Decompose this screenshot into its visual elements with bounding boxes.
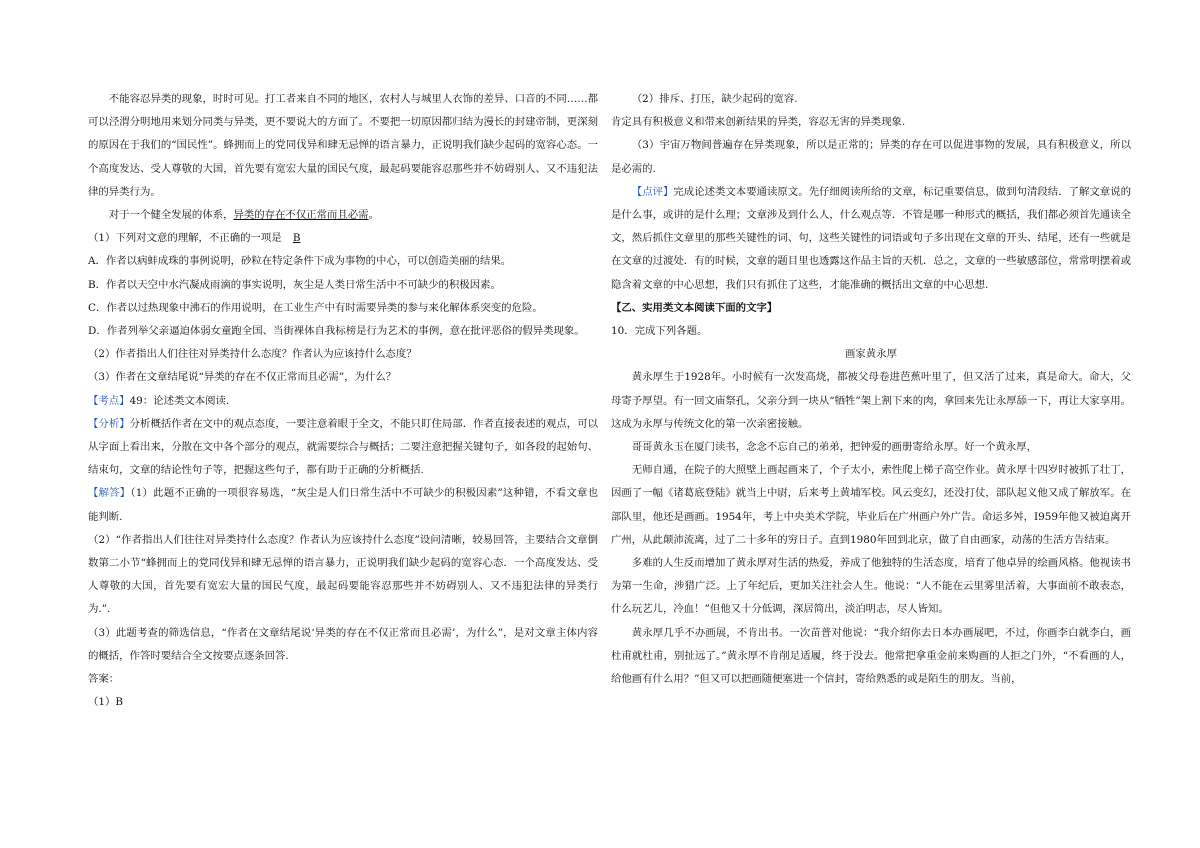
answer-2: （2）排斥、打压，缺少起码的宽容. (631, 93, 798, 105)
jieda-text: （1）此题不正确的一项很容易选，“灰尘是人们日常生活中不可缺少的积极因素”这种错，不看文章也能判断. (88, 487, 599, 523)
kaodian (88, 390, 598, 413)
option-c: C．作者以过热现象中沸石的作用说明，在工业生产中有时需要异类的参与来化解体系突变的危险。 (88, 301, 543, 314)
article-paragraph-5: 黄永厚几乎不办画展，不肯出书。一次苗普对他说：“我介绍你去日本办画展吧，不过，你画李白就李白，画杜甫就杜甫，别扯远了。”黄永厚不肯削足适履，终于没去。他常把拿重金前来购画的人拒之门外，“不看画的人，给他画有什么用？”但又可以把画随便塞进一个信封，寄给熟悉的或是陌生的朋友。当前， (611, 626, 1131, 686)
question-1 (88, 227, 598, 250)
right-column (611, 88, 1131, 691)
option-d: D．作者列举父亲逼迫体弱女童跑全国、当街裸体自我标榜是行为艺术的事例，意在批评恶俗的假异类现象。 (88, 325, 585, 338)
article-title: 画家黄永厚 (845, 348, 897, 361)
option-b: B．作者以天空中水汽凝成雨滴的事实说明，灰尘是人类日常生活中不可缺少的积极因素。 (88, 278, 501, 291)
jieda-2: （2）“作者指出人们往往对异类持什么态度？作者认为应该持什么态度”设问清晰，较易回答，主要结合文章倒数第二小节“蜂拥而上的党同伐异和肆无忌惮的语言暴力，正说明我们缺少起码的宽容心态．一个高度发达、受人尊敬的大国，首先要有宽宏大量的国民气度，最起码要能容忍那些并不妨碍别人、又不违犯法律的异类行为.”. (88, 533, 598, 616)
essay-paragraph: 不能容忍异类的现象，时时可见。打工者来自不同的地区，农村人与城里人衣饰的差异、口音的不同……都可以泾渭分明地用来划分同类与异类，更不要说大的方面了。不要把一切原因都归结为漫长的封建帝制，更深刻的原因在于我们的“国民性”。蜂拥而上的党同伐异和肆无忌惮的语言暴力，正说明我们缺少起码的宽容心态。一个高度发达、受人尊敬的大国，首先要有宽宏大量的国民气度，最起码要能容忍那些并不妨碍别人、又不违犯法律的异类行为。 (88, 93, 598, 198)
question-10: 10．完成下列各题。 (611, 325, 708, 338)
question-1-text: （1）下列对文意的理解，不正确的一项是 (88, 232, 282, 245)
essay-conclusion (88, 204, 598, 227)
kaodian-text: 49：论述类文本阅读. (129, 394, 230, 407)
underlined-sentence: 异类的存在不仅正常而且必需 (233, 209, 369, 222)
answer-1: （1）B (88, 696, 124, 709)
kaodian-tag: 【考点】 (88, 394, 130, 407)
question-2: （2）作者指出人们往往对异类持什么态度？作者认为应该持什么态度？ (88, 348, 417, 361)
article-paragraph-1: 黄永厚生于1928年。小时候有一次发高烧，都被父母卷进芭蕉叶里了，但又活了过来，真是命大。命大，父母寄予厚望。有一回文庙祭孔，父亲分到一块从“牺牲”架上割下来的肉，拿回来先让永厚舔一下，再让大家享用。这成为永厚与传统文化的第一次亲密接触。 (611, 371, 1131, 430)
answer-3: （3）宇宙万物间普遍存在异类现象，所以是正常的；异类的存在可以促进事物的发展，具有积极意义，所以是必需的. (611, 139, 1131, 175)
fenxi (88, 413, 598, 483)
fenxi-text: 分析概括作者在文中的观点态度，一要注意着眼于全文，不能只盯住局部．作者直接表述的观点，可以从字面上看出来，分散在文中各个部分的观点，就需要综合与概括；二要注意把握关键句子，如各段的起始句、结束句，文章的结论性句子等，把握这些句子，都有助于正确的分析概括. (88, 417, 599, 477)
fenxi-tag: 【分析】 (88, 417, 130, 430)
jieda-tag: 【解答】 (88, 487, 131, 500)
left-column (88, 88, 598, 714)
article-paragraph-4: 多难的人生反而增加了黄永厚对生活的热爱，养成了他独特的生活态度，培育了他卓异的绘画风格。他视读书为第一生命，涉猎广泛。上了年纪后，更加关注社会人生。他说：“人不能在云里雾里活着，大事面前不敢表态，什么玩艺儿，冷血！”但他又十分低调，深居简出，淡泊明志，尽人皆知。 (611, 557, 1131, 616)
option-a: A．作者以病蚌成珠的事例说明，砂粒在特定条件下成为事物的中心，可以创造美丽的结果。 (88, 255, 512, 268)
dianping (611, 181, 1131, 297)
answer-2-cont: 肯定具有积极意义和带来创新结果的异类，容忍无害的异类现象. (611, 116, 906, 129)
answer-label: 答案： (88, 673, 120, 686)
article-paragraph-3: 无师自通，在院子的大照壁上画起画来了，个子太小，索性爬上梯子高空作业。黄永厚十四岁时被抓了壮丁，因画了一幅《诸葛底登陆》就当上中尉，后来考上黄埔军校。风云变幻，还没打仗，部队起义他又成了解放军。在部队里，他还是画画。1954年，考上中央美术学院，毕业后在广州画户外广告。命运多舛，I959年他又被迫离开广州，从此颠沛流离，过了二十多年的穷日子。直到1980年回到北京，做了自由画家，动荡的生活方告结束。 (611, 464, 1131, 546)
dianping-text: 完成论述类文本要通读原文。先仔细阅读所给的文章，标记重要信息，做到句清段结．了解文章说的是什么事，或讲的是什么理；文章涉及到什么人，什么观点等．不管是哪一种形式的概括，我们都必须首先通读全文，然后抓住文章里的那些关键性的词、句，这些关键性的词语或句子多出现在文章的开头、结尾，还有一些就是在文章的过渡处．有的时候，文章的题目里也透露这作品主旨的天机．总之，文章的一些敏感部位，常常明摆着或隐含着文章的中心思想，我们只有抓住了这些，才能准确的概括出文章的中心思想. (611, 185, 1132, 291)
question-1-answer-blank: B (292, 232, 301, 245)
jieda (88, 482, 598, 528)
article-paragraph-2: 哥哥黄永玉在厦门读书，念念不忘自己的弟弟，把钟爱的画册寄给永厚。好一个黄永厚， (631, 441, 1038, 454)
dianping-tag: 【点评】 (631, 185, 674, 198)
jieda-3: （3）此题考查的筛选信息，“作者在文章结尾说‘异类的存在不仅正常而且必需’，为什么”，是对文章主体内容的概括，作答时要结合全文按要点逐条回答. (88, 626, 598, 662)
section-heading: 【乙、实用类文本阅读下面的文字】 (611, 301, 778, 314)
conclusion-prefix: 对于一个健全发展的体系， (108, 209, 234, 222)
conclusion-suffix: 。 (368, 209, 379, 222)
question-3: （3）作者在文章结尾说“异类的存在不仅正常而且必需”，为什么？ (88, 371, 397, 384)
